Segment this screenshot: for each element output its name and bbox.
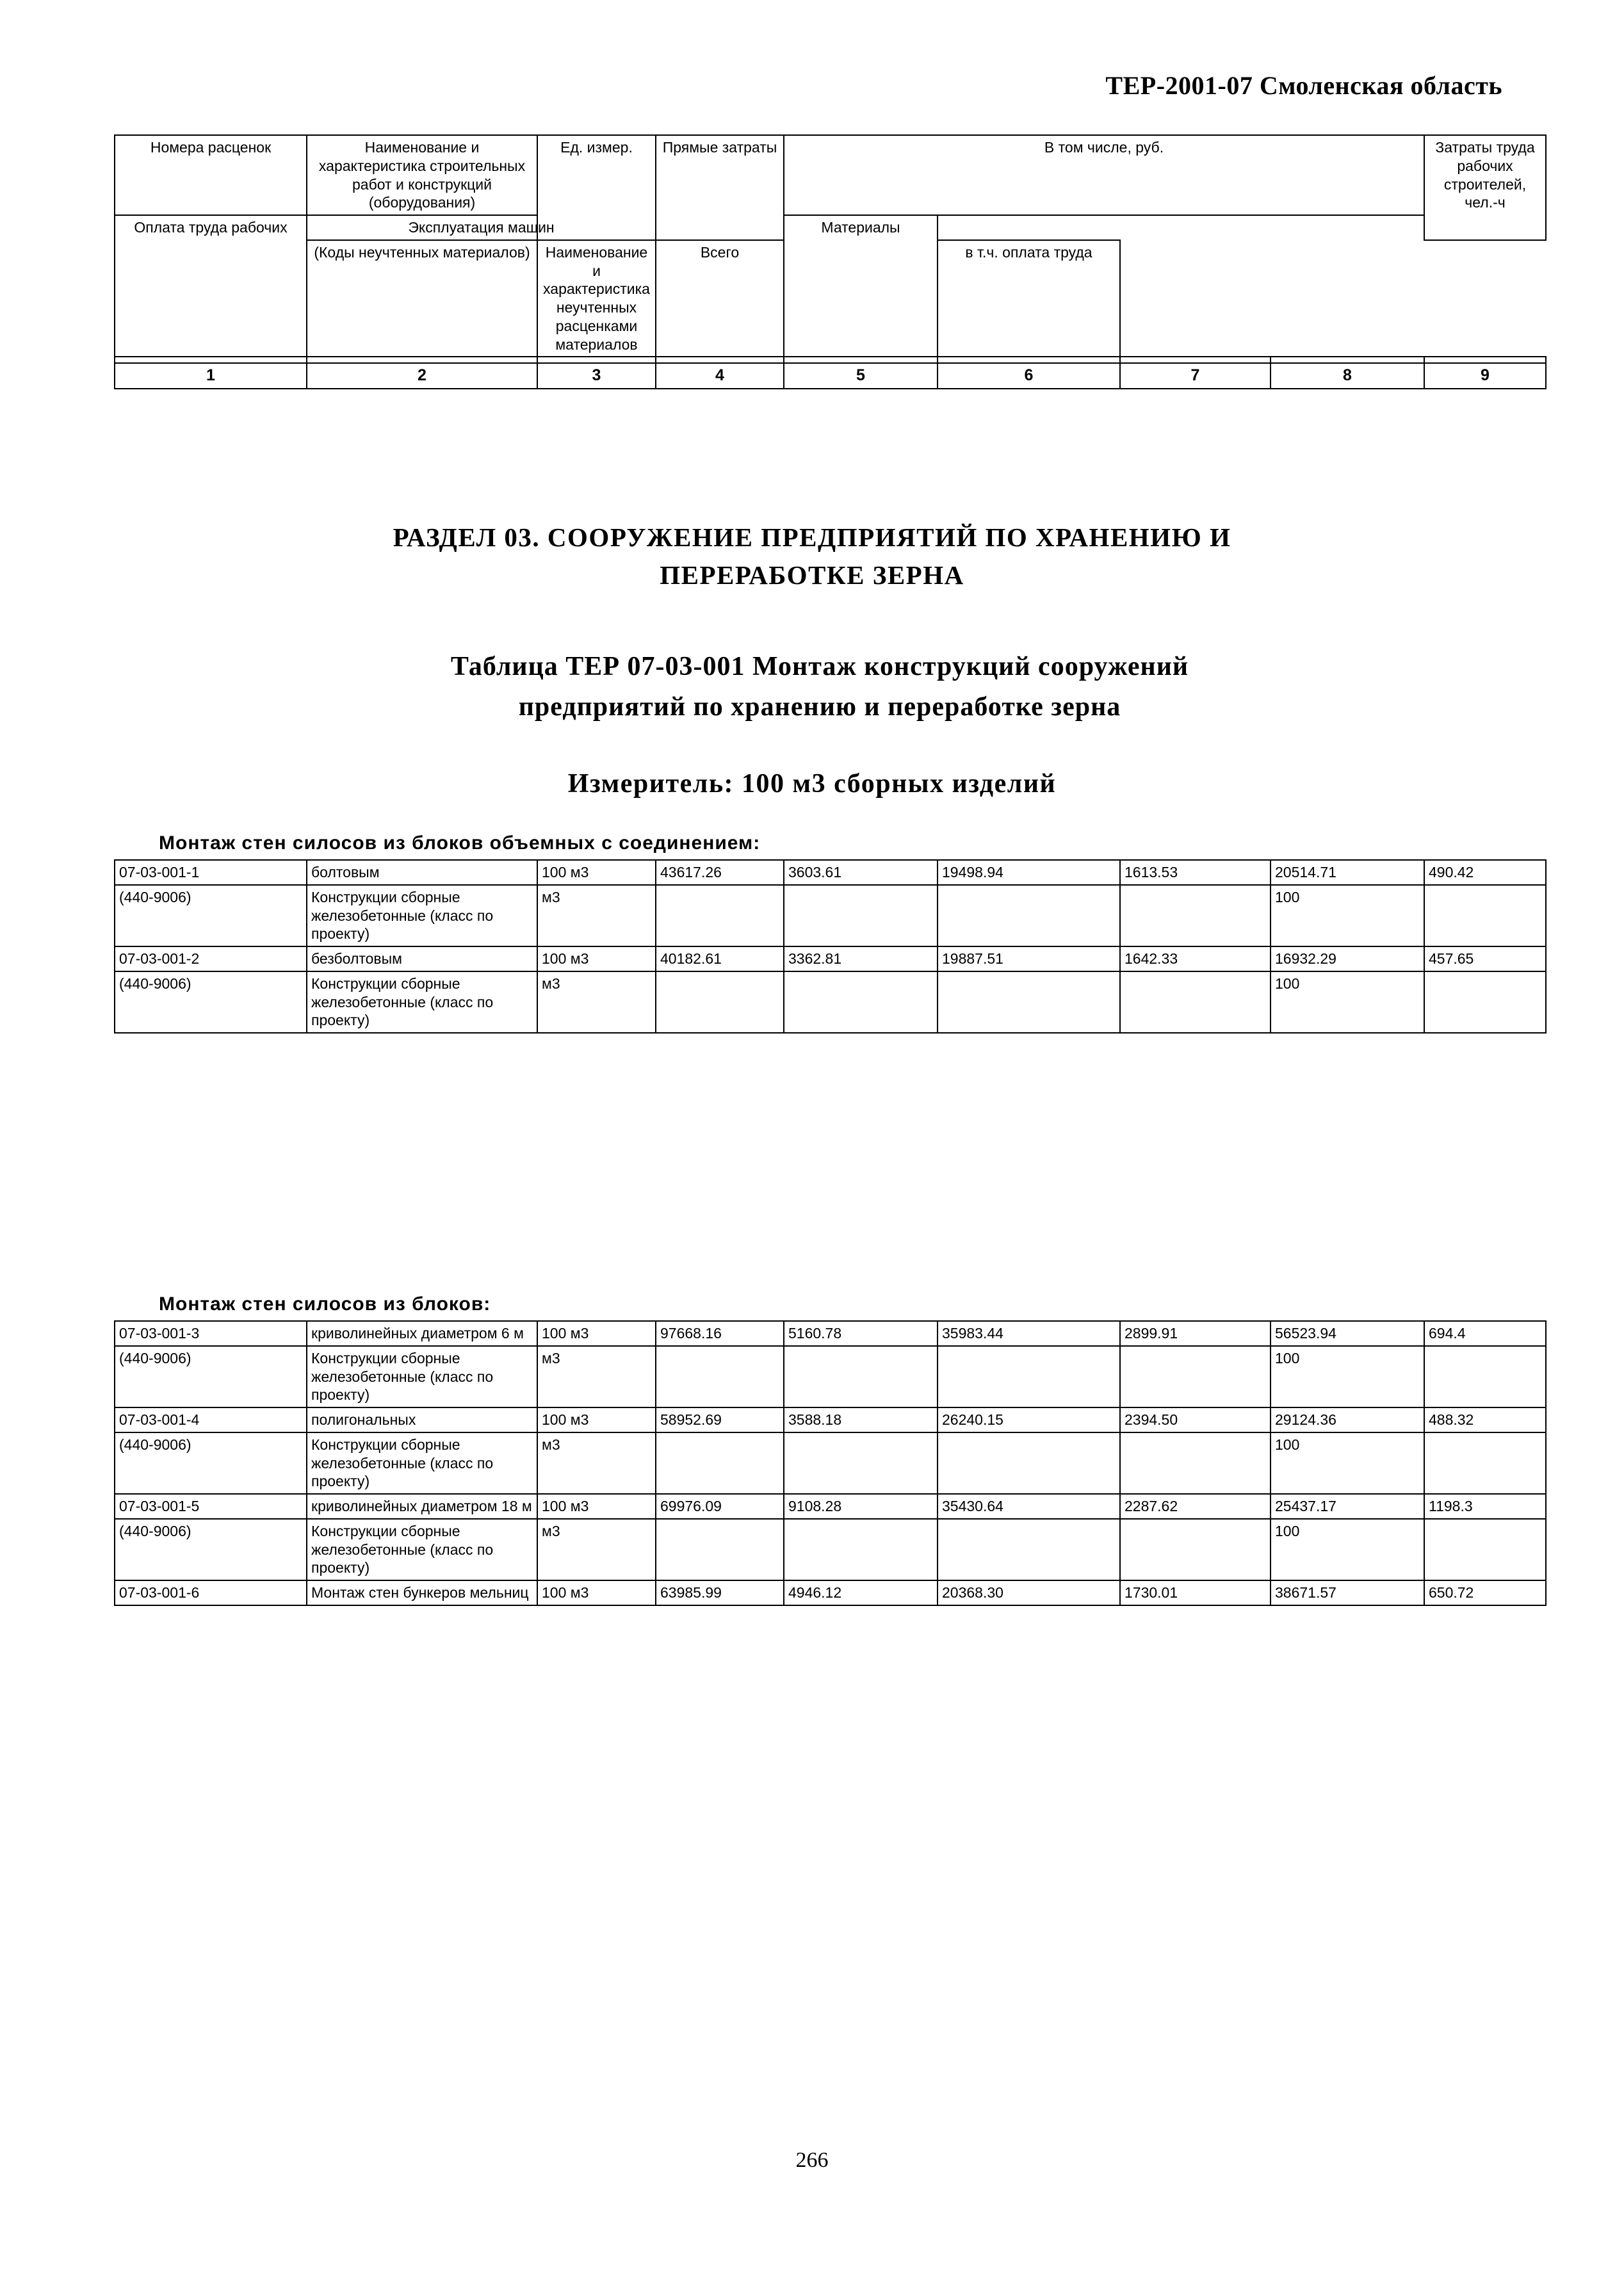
cell-code: 07-03-001-2 bbox=[115, 946, 307, 971]
legend-cell-machines-total: Всего bbox=[656, 240, 784, 357]
cell-labor-hours: 457.65 bbox=[1424, 946, 1546, 971]
column-legend-table bbox=[114, 134, 1547, 389]
cell-materials: 100 bbox=[1271, 1432, 1424, 1494]
table-row bbox=[115, 1407, 1546, 1432]
cell-materials: 38671.57 bbox=[1271, 1580, 1424, 1605]
cell-unit: м3 bbox=[537, 971, 656, 1033]
cell-unit: м3 bbox=[537, 1519, 656, 1580]
cell-name: Монтаж стен бункеров мельниц bbox=[307, 1580, 537, 1605]
cell-name: болтовым bbox=[307, 860, 537, 885]
table-row bbox=[115, 1321, 1546, 1346]
legend-row-top bbox=[115, 135, 1546, 215]
table-title-line1: Таблица ТЕР 07-03-001 Монтаж конструкций сооружений bbox=[450, 652, 1189, 681]
legend-row-numbers bbox=[115, 363, 1546, 388]
cell-machines-labor: 1613.53 bbox=[1120, 860, 1271, 885]
legend-cell-machines-labor: в т.ч. оплата труда bbox=[938, 240, 1120, 357]
cell-machines-labor: 1730.01 bbox=[1120, 1580, 1271, 1605]
legend-cell-unit: Ед. измер. bbox=[537, 135, 656, 240]
cell-materials: 100 bbox=[1271, 1346, 1424, 1407]
rates-table-1 bbox=[114, 859, 1547, 1034]
legend-num-4: 4 bbox=[656, 363, 784, 388]
table-row bbox=[115, 1346, 1546, 1407]
cell-machines-labor: 2899.91 bbox=[1120, 1321, 1271, 1346]
cell-machines-total: 26240.15 bbox=[938, 1407, 1120, 1432]
cell-direct bbox=[656, 1346, 784, 1407]
cell-labor-hours bbox=[1424, 1519, 1546, 1580]
cell-name: Конструкции сборные железобетонные (класс по проекту) bbox=[307, 1346, 537, 1407]
cell-code: (440-9006) bbox=[115, 885, 307, 946]
legend-num-5: 5 bbox=[784, 363, 938, 388]
table-row bbox=[115, 860, 1546, 885]
cell-unit: м3 bbox=[537, 1432, 656, 1494]
cell-code: 07-03-001-3 bbox=[115, 1321, 307, 1346]
cell-labor: 3603.61 bbox=[784, 860, 938, 885]
legend-row-sub bbox=[115, 215, 1546, 240]
cell-direct: 43617.26 bbox=[656, 860, 784, 885]
cell-name: безболтовым bbox=[307, 946, 537, 971]
cell-code: (440-9006) bbox=[115, 971, 307, 1033]
cell-machines-labor bbox=[1120, 971, 1271, 1033]
group-block-1 bbox=[114, 832, 1507, 1034]
cell-labor bbox=[784, 1519, 938, 1580]
cell-direct bbox=[656, 971, 784, 1033]
cell-machines-labor: 2394.50 bbox=[1120, 1407, 1271, 1432]
section-heading-line2: ПЕРЕРАБОТКЕ ЗЕРНА bbox=[660, 560, 964, 590]
cell-name: полигональных bbox=[307, 1407, 537, 1432]
cell-labor: 4946.12 bbox=[784, 1580, 938, 1605]
table-row bbox=[115, 1580, 1546, 1605]
table-row bbox=[115, 1432, 1546, 1494]
cell-direct: 40182.61 bbox=[656, 946, 784, 971]
cell-unit: м3 bbox=[537, 1346, 656, 1407]
cell-direct: 97668.16 bbox=[656, 1321, 784, 1346]
cell-labor-hours: 650.72 bbox=[1424, 1580, 1546, 1605]
cell-name: Конструкции сборные железобетонные (класс по проекту) bbox=[307, 971, 537, 1033]
cell-direct bbox=[656, 1519, 784, 1580]
cell-labor-hours: 488.32 bbox=[1424, 1407, 1546, 1432]
cell-code: 07-03-001-1 bbox=[115, 860, 307, 885]
cell-machines-total bbox=[938, 1346, 1120, 1407]
cell-machines-total: 35983.44 bbox=[938, 1321, 1120, 1346]
table-row bbox=[115, 1494, 1546, 1519]
cell-unit: м3 bbox=[537, 885, 656, 946]
cell-direct bbox=[656, 1432, 784, 1494]
legend-num-6: 6 bbox=[938, 363, 1120, 388]
legend-num-2: 2 bbox=[307, 363, 537, 388]
table-title bbox=[192, 647, 1447, 727]
cell-direct: 69976.09 bbox=[656, 1494, 784, 1519]
cell-labor bbox=[784, 971, 938, 1033]
cell-labor: 9108.28 bbox=[784, 1494, 938, 1519]
cell-machines-total: 35430.64 bbox=[938, 1494, 1120, 1519]
cell-code: 07-03-001-5 bbox=[115, 1494, 307, 1519]
legend-cell-labor-pay: Оплата труда рабочих bbox=[115, 215, 307, 357]
legend-cell-labor-hours: Затраты труда рабочих строителей, чел.-ч bbox=[1424, 135, 1546, 240]
table-row bbox=[115, 946, 1546, 971]
cell-unit: 100 м3 bbox=[537, 860, 656, 885]
cell-machines-total bbox=[938, 885, 1120, 946]
cell-machines-total bbox=[938, 971, 1120, 1033]
group-caption-2: Монтаж стен силосов из блоков: bbox=[159, 1293, 491, 1315]
rates-table-2 bbox=[114, 1320, 1547, 1606]
cell-materials: 100 bbox=[1271, 971, 1424, 1033]
table-row bbox=[115, 971, 1546, 1033]
cell-materials: 100 bbox=[1271, 885, 1424, 946]
cell-labor-hours: 694.4 bbox=[1424, 1321, 1546, 1346]
cell-name: криволинейных диаметром 6 м bbox=[307, 1321, 537, 1346]
cell-code: 07-03-001-4 bbox=[115, 1407, 307, 1432]
legend-num-9: 9 bbox=[1424, 363, 1546, 388]
group-block-2 bbox=[114, 1293, 1507, 1606]
cell-unit: 100 м3 bbox=[537, 1494, 656, 1519]
cell-machines-total: 19498.94 bbox=[938, 860, 1120, 885]
legend-cell-including-group: В том числе, руб. bbox=[784, 135, 1424, 215]
cell-labor bbox=[784, 885, 938, 946]
cell-machines-labor: 1642.33 bbox=[1120, 946, 1271, 971]
legend-cell-name-top: Наименование и характеристика строительных работ и конструкций (оборудования) bbox=[307, 135, 537, 215]
cell-unit: 100 м3 bbox=[537, 1407, 656, 1432]
cell-materials: 25437.17 bbox=[1271, 1494, 1424, 1519]
legend-cell-codes-bottom: (Коды неучтенных материалов) bbox=[307, 240, 537, 357]
legend-cell-name-bottom: Наименование и характеристика неучтенных расценками материалов bbox=[537, 240, 656, 357]
cell-machines-labor bbox=[1120, 1519, 1271, 1580]
cell-code: 07-03-001-6 bbox=[115, 1580, 307, 1605]
cell-labor: 3588.18 bbox=[784, 1407, 938, 1432]
measure-heading: Измеритель: 100 м3 сборных изделий bbox=[567, 769, 1057, 799]
cell-machines-labor bbox=[1120, 885, 1271, 946]
table-row bbox=[115, 885, 1546, 946]
legend-num-7: 7 bbox=[1120, 363, 1271, 388]
table-title-line2: предприятий по хранению и переработке зерна bbox=[518, 692, 1121, 722]
cell-materials: 16932.29 bbox=[1271, 946, 1424, 971]
cell-labor-hours bbox=[1424, 971, 1546, 1033]
legend-cell-codes-top: Номера расценок bbox=[115, 135, 307, 215]
cell-labor-hours bbox=[1424, 1346, 1546, 1407]
legend-cell-direct: Прямые затраты bbox=[656, 135, 784, 240]
cell-machines-labor bbox=[1120, 1346, 1271, 1407]
cell-machines-total bbox=[938, 1432, 1120, 1494]
legend-num-8: 8 bbox=[1271, 363, 1424, 388]
legend-num-1: 1 bbox=[115, 363, 307, 388]
cell-labor-hours: 490.42 bbox=[1424, 860, 1546, 885]
page-header-title: ТЕР-2001-07 Смоленская область bbox=[1105, 71, 1502, 100]
cell-direct: 63985.99 bbox=[656, 1580, 784, 1605]
section-heading-line1: РАЗДЕЛ 03. СООРУЖЕНИЕ ПРЕДПРИЯТИЙ ПО ХРАНЕНИЮ И bbox=[393, 523, 1231, 552]
cell-labor-hours: 1198.3 bbox=[1424, 1494, 1546, 1519]
cell-labor-hours bbox=[1424, 885, 1546, 946]
cell-code: (440-9006) bbox=[115, 1519, 307, 1580]
group-caption-1: Монтаж стен силосов из блоков объемных с соединением: bbox=[159, 832, 761, 854]
cell-materials: 100 bbox=[1271, 1519, 1424, 1580]
cell-labor: 3362.81 bbox=[784, 946, 938, 971]
cell-unit: 100 м3 bbox=[537, 1580, 656, 1605]
cell-code: (440-9006) bbox=[115, 1346, 307, 1407]
cell-name: криволинейных диаметром 18 м bbox=[307, 1494, 537, 1519]
legend-num-3: 3 bbox=[537, 363, 656, 388]
cell-materials: 56523.94 bbox=[1271, 1321, 1424, 1346]
cell-labor: 5160.78 bbox=[784, 1321, 938, 1346]
page-number: 266 bbox=[795, 2148, 829, 2172]
cell-machines-total: 19887.51 bbox=[938, 946, 1120, 971]
cell-machines-total: 20368.30 bbox=[938, 1580, 1120, 1605]
cell-name: Конструкции сборные железобетонные (класс по проекту) bbox=[307, 1519, 537, 1580]
cell-machines-total bbox=[938, 1519, 1120, 1580]
cell-materials: 29124.36 bbox=[1271, 1407, 1424, 1432]
cell-labor bbox=[784, 1432, 938, 1494]
section-heading bbox=[0, 519, 1624, 595]
cell-machines-labor: 2287.62 bbox=[1120, 1494, 1271, 1519]
cell-direct bbox=[656, 885, 784, 946]
legend-cell-machines-group: Эксплуатация машин bbox=[307, 215, 656, 240]
cell-name: Конструкции сборные железобетонные (класс по проекту) bbox=[307, 1432, 537, 1494]
cell-unit: 100 м3 bbox=[537, 1321, 656, 1346]
table-row bbox=[115, 1519, 1546, 1580]
cell-machines-labor bbox=[1120, 1432, 1271, 1494]
cell-unit: 100 м3 bbox=[537, 946, 656, 971]
cell-labor bbox=[784, 1346, 938, 1407]
cell-direct: 58952.69 bbox=[656, 1407, 784, 1432]
cell-name: Конструкции сборные железобетонные (класс по проекту) bbox=[307, 885, 537, 946]
legend-cell-materials-group: Материалы bbox=[784, 215, 938, 357]
cell-code: (440-9006) bbox=[115, 1432, 307, 1494]
cell-materials: 20514.71 bbox=[1271, 860, 1424, 885]
cell-labor-hours bbox=[1424, 1432, 1546, 1494]
